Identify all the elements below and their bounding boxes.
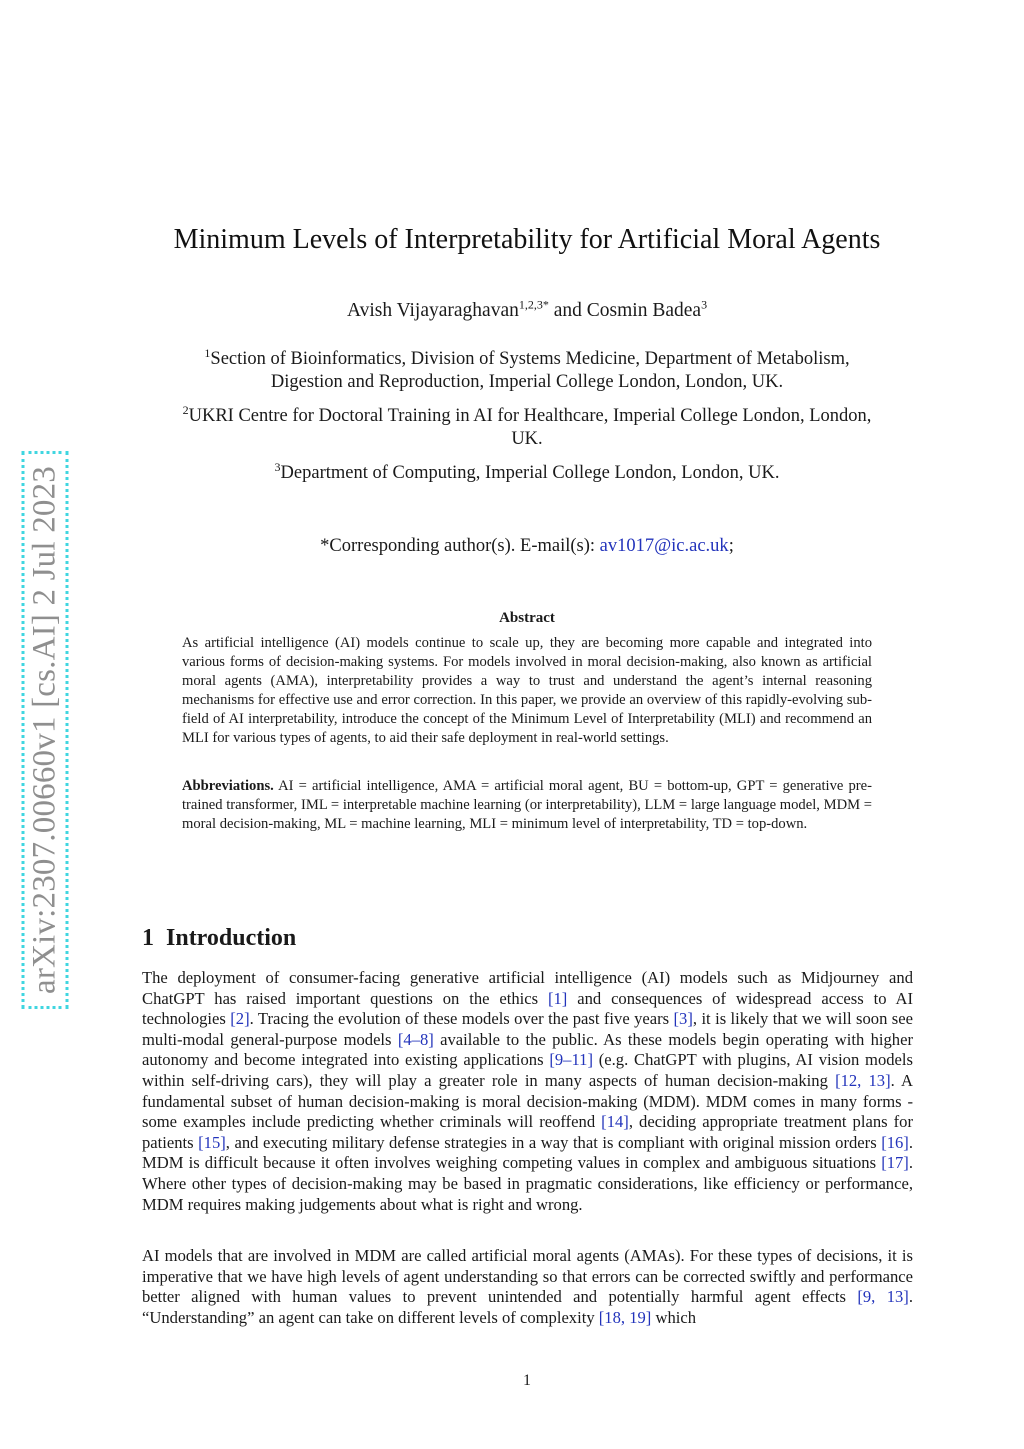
text-run: The deployment of consumer-facing generative artificial intelligence (AI) models such as Midjourney and ChatGPT has raised important questions on the ethics (142, 968, 913, 1008)
affiliation-1-text: Section of Bioinformatics, Division of Systems Medicine, Department of Metabolism, Digestion and Reproduction, Imperial College London, London, UK. (210, 349, 850, 392)
author-2-affiliation-marks: 3 (701, 297, 708, 312)
citation-link[interactable]: [18, 19] (598, 1307, 652, 1327)
citation-link[interactable]: [2] (230, 1009, 250, 1029)
author-1: Avish Vijayaraghavan (346, 300, 519, 321)
arxiv-stamp-container (24, 445, 66, 1015)
affiliation-1 (170, 345, 884, 394)
affiliation-2-mark: 2 (182, 402, 189, 417)
author-conjunction: and (548, 300, 587, 321)
text-run: . “Understanding” an agent can take on different levels of complexity (142, 1287, 913, 1327)
citation-link[interactable]: [4–8] (397, 1029, 434, 1049)
citation-link[interactable]: [9, 13] (857, 1287, 909, 1307)
text-run: . Where other types of decision-making may be based in pragmatic considerations, like efficiency or performance, MDM requires making judgements about what is right and wrong. (142, 1153, 913, 1214)
section-number: 1 (142, 925, 154, 951)
text-run: . Tracing the evolution of these models over the past five years (249, 1009, 674, 1029)
text-run: , deciding appropriate treatment plans for patients (142, 1112, 913, 1152)
text-run: and consequences of widespread access to AI technologies (142, 988, 913, 1029)
paper-title: Minimum Levels of Interpretability for Artificial Moral Agents (173, 224, 881, 255)
text-run: , and executing military defense strategies in a way that is compliant with original mission orders (225, 1132, 882, 1152)
citation-link[interactable]: [1] (547, 988, 568, 1008)
corresponding-author (0, 536, 1024, 557)
text-run: which (651, 1307, 697, 1327)
intro-paragraph-2 (142, 1246, 913, 1328)
citation-link[interactable]: [16] (881, 1132, 909, 1152)
abbreviations-label: Abbreviations. (182, 778, 274, 794)
citation-link[interactable]: [17] (881, 1153, 909, 1173)
section-heading (142, 925, 296, 952)
section-title: Introduction (166, 925, 297, 951)
affiliation-2 (170, 402, 884, 451)
citation-link[interactable]: [14] (601, 1112, 629, 1132)
abstract-heading: Abstract (499, 610, 555, 626)
affiliation-3-mark: 3 (274, 459, 281, 474)
text-run: available to the public. As these models begin operating with higher autonomy and become integrated into existing applications (142, 1029, 913, 1070)
citation-link[interactable]: [15] (198, 1132, 226, 1152)
email-link[interactable]: av1017@ic.ac.uk (599, 536, 729, 556)
author-2: Cosmin Badea (586, 300, 702, 321)
affiliation-2-text: UKRI Centre for Doctoral Training in AI for Healthcare, Imperial College London, London, UK. (188, 406, 872, 449)
page-number: 1 (523, 1372, 531, 1389)
corresponding-suffix: ; (728, 536, 734, 556)
author-1-affiliation-marks: 1,2,3* (518, 297, 549, 312)
text-run: , it is likely that we will soon see multi-modal general-purpose models (142, 1009, 913, 1049)
citation-link[interactable]: [9–11] (549, 1050, 593, 1070)
author-line (0, 297, 1024, 322)
text-run: AI models that are involved in MDM are called artificial moral agents (AMAs). For these types of decisions, it is imperative that we have high levels of agent understanding so that errors can be corrected swiftly and performance better aligned with human values to prevent unintended and potentially harmful agent effects (142, 1246, 913, 1307)
arxiv-stamp[interactable]: arXiv:2307.00660v1 [cs.AI] 2 Jul 2023 (22, 451, 69, 1009)
intro-paragraph-1 (142, 968, 913, 1215)
abstract-text: As artificial intelligence (AI) models continue to scale up, they are becoming more capable and integrated into various forms of decision-making systems. For models involved in moral decision-making, also known as artificial moral agents (AMA), interpretability provides a way to trust and understand the agent’s internal reasoning mechanisms for effective use and error correction. In this paper, we provide an overview of this rapidly-evolving sub-field of AI interpretability, introduce the concept of the Minimum Level of Interpretability (MLI) and recommend an MLI for various types of agents, to aid their safe deployment in real-world settings. (182, 635, 872, 746)
affiliation-3-text: Department of Computing, Imperial College London, London, UK. (280, 463, 780, 483)
affiliation-1-mark: 1 (204, 345, 211, 360)
corresponding-label: *Corresponding author(s). E-mail(s): (320, 536, 600, 556)
citation-link[interactable]: [12, 13] (835, 1070, 891, 1090)
affiliation-3 (170, 459, 884, 485)
text-run: (e.g. ChatGPT with plugins, AI vision models within self-driving cars), they will play a greater role in many aspects of human decision-making (142, 1050, 913, 1090)
abbreviations (182, 777, 872, 834)
abbreviations-text: AI = artificial intelligence, AMA = artificial moral agent, BU = bottom-up, GPT = generative pre-trained transformer, IML = interpretable machine learning (or interpretability), LLM = large language model, MDM = moral decision-making, ML = machine learning, MLI = minimum level of interpretability, TD = top-down. (182, 778, 872, 832)
text-run: . A fundamental subset of human decision-making is moral decision-making (MDM). MDM comes in many forms - some examples include predicting whether criminals will reoffend (142, 1070, 914, 1132)
text-run: . MDM is difficult because it often involves weighing competing values in complex and ambiguous situations (142, 1132, 913, 1173)
citation-link[interactable]: [3] (673, 1009, 693, 1029)
